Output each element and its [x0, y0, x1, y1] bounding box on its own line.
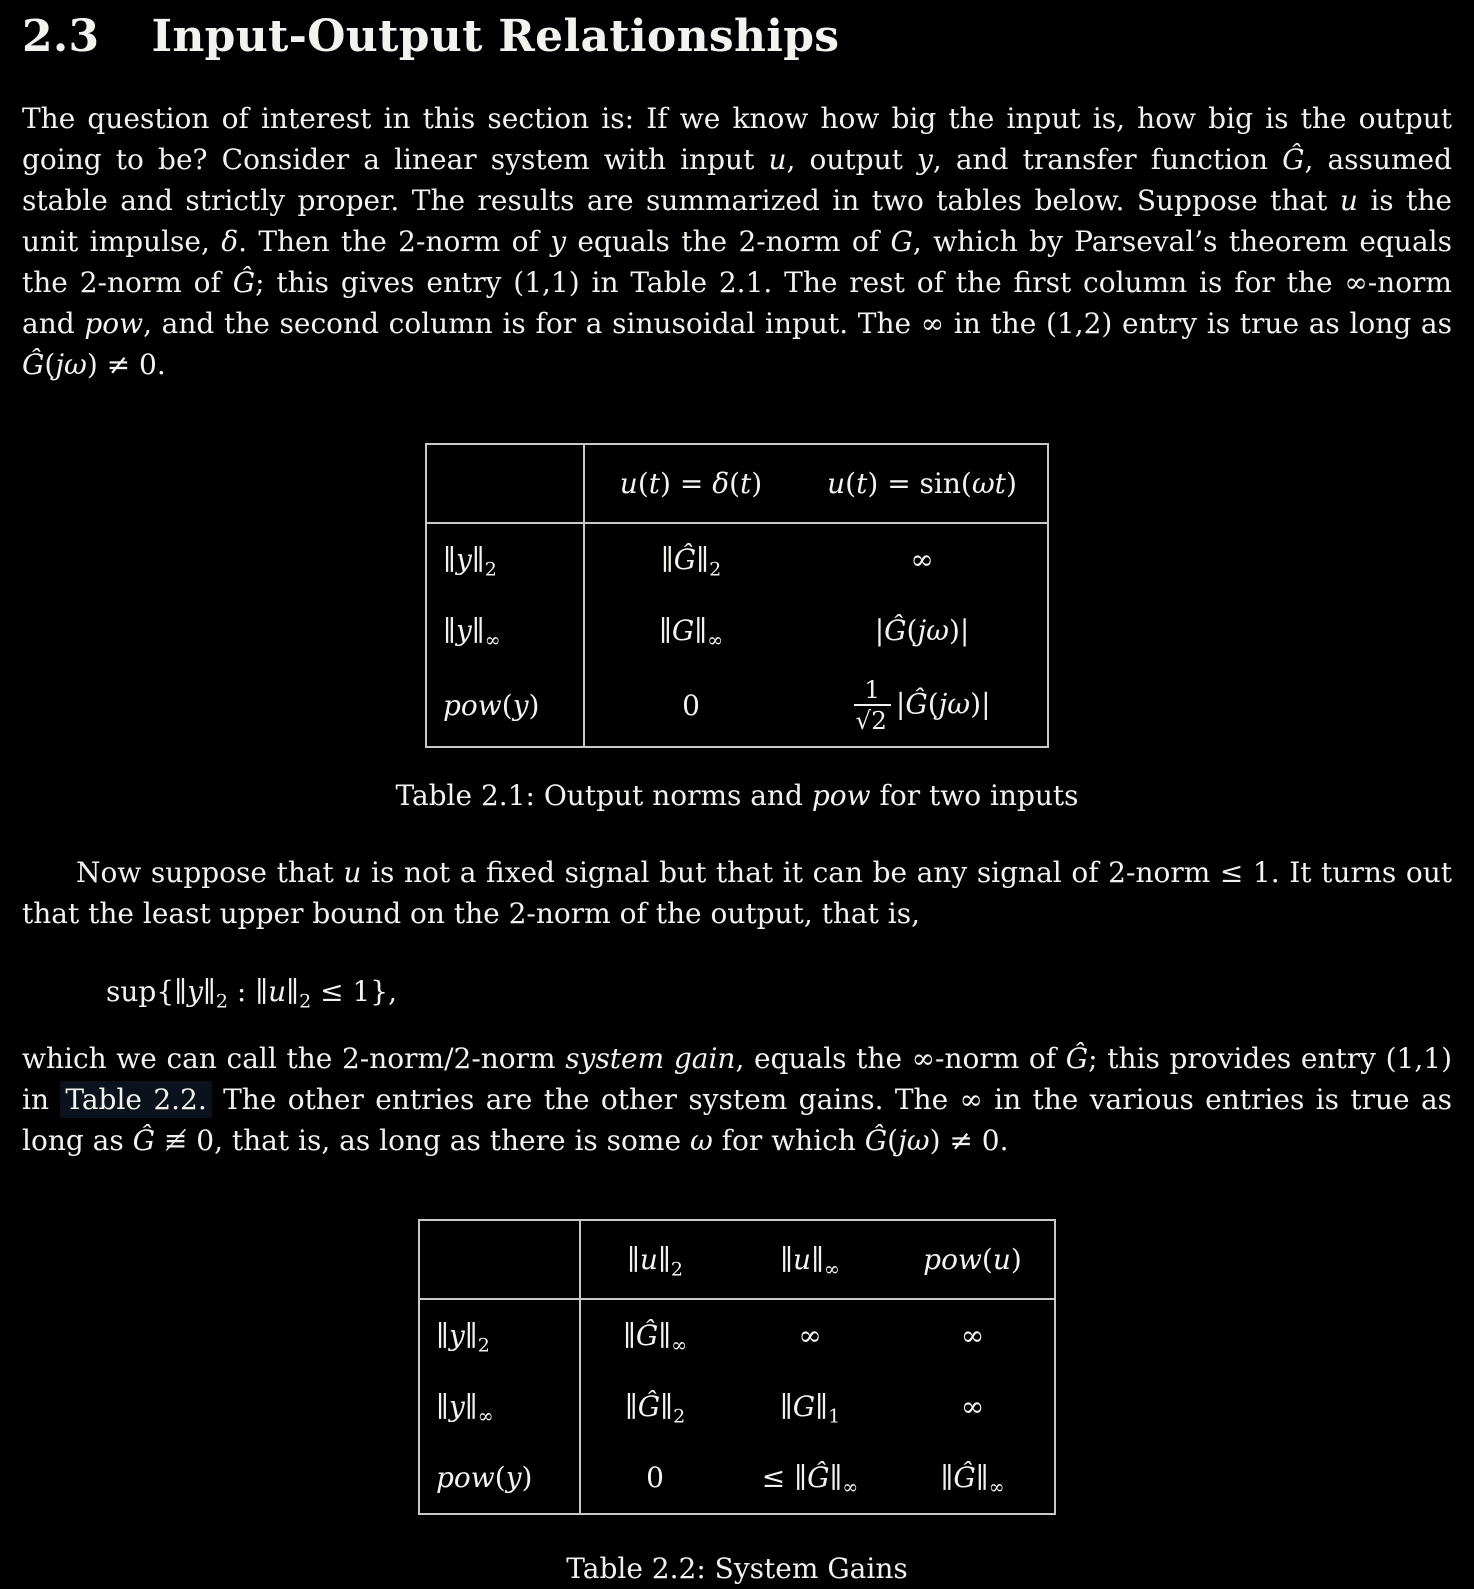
- equation-system-gain-sup: $sup\{\parallel y\parallel_2$ : $\parallel u\parallel_2 \le 1$},: [106, 974, 398, 1013]
- table-2-2-caption: Table 2.2: System Gains: [566, 1551, 908, 1585]
- table-cell: ∞: [910, 543, 934, 576]
- table-cell: $\parallel G\parallel_1$: [779, 1389, 841, 1428]
- table-cell: 0: [646, 1460, 664, 1494]
- table-cell: $\parallel Ĝ\parallel_\infty$: [622, 1318, 688, 1357]
- table-cell: u(t) = sin(ωt): [827, 467, 1017, 500]
- table-cell: $\parallel Ĝ\parallel_\infty$: [940, 1460, 1005, 1499]
- table-cell: pow(u): [923, 1242, 1022, 1276]
- section-heading: [22, 12, 1452, 62]
- table-cell: 0: [682, 689, 700, 723]
- table-cell: $\parallel u\parallel_\infty$: [780, 1242, 840, 1281]
- paragraph-intro: The question of interest in this section is: If we know how big the input is, how big is the output going to be? Consider a linear system with input u, output y, and transfer function Ĝ, assumed stable and strictly proper. The results are summarized in two tables below. Suppose that u is the unit impulse, δ. Then the 2-norm of y equals the 2-norm of G, which by Parseval’s theorem equals the 2-norm of Ĝ; this gives entry (1,1) in Table 2.1. The rest of the first column is for the ∞-norm and pow, and the second column is for a sinusoidal input. The ∞ in the (1,2) entry is true as long as Ĝ(jω) ≠ 0.: [22, 102, 1452, 381]
- table-2-2-link[interactable]: Table 2.2.: [60, 1081, 211, 1118]
- table-cell: $\parallel y\parallel_2$: [426, 523, 584, 595]
- table-cell: ∞: [960, 1318, 985, 1352]
- table-row: [419, 1371, 1055, 1442]
- table-cell: $\parallel y\parallel_\infty$: [426, 595, 584, 666]
- table-cell: ∞: [798, 1318, 822, 1352]
- table-2-1: [425, 443, 1049, 748]
- table-cell: pow(y): [426, 666, 584, 747]
- table-cell: $\parallel Ĝ\parallel_2$: [660, 543, 722, 581]
- table-row: [426, 444, 1048, 523]
- table-cell: $\parallel u\parallel_2$: [626, 1242, 684, 1281]
- table-cell: ∞: [960, 1389, 985, 1423]
- paragraph-3: which we can call the 2-norm/2-norm system gain, equals the ∞-norm of Ĝ; this provides entry (1,1) in Table 2.2. The other entries are the other system gains. The ∞ in the various entries is true as long as Ĝ ≢ 0, that is, as long as there is some ω for which Ĝ(jω) ≠ 0.: [22, 1041, 1453, 1157]
- table-cell: $\frac{1}{√2}$ |Ĝ(jω)|: [855, 675, 991, 736]
- table-row: [426, 666, 1048, 747]
- table-cell: pow(y): [419, 1442, 580, 1514]
- section-number: 2.3: [22, 11, 100, 62]
- table-row: [426, 595, 1048, 666]
- table-row: [426, 523, 1048, 595]
- table-cell: [419, 1220, 580, 1299]
- table-row: [419, 1220, 1055, 1299]
- table-cell: $\parallel y\parallel_\infty$: [419, 1371, 580, 1442]
- table-cell: $\parallel Ĝ\parallel_2$: [624, 1389, 686, 1428]
- table-2-2: [418, 1219, 1056, 1515]
- page-title: Input-Output Relationships: [151, 11, 840, 62]
- table-row: [419, 1299, 1055, 1371]
- table-row: [419, 1442, 1055, 1514]
- table-cell: $\parallel y\parallel_2$: [419, 1299, 580, 1371]
- table-2-1-caption: Table 2.1: Output norms and pow for two inputs: [395, 778, 1079, 812]
- table-cell: |Ĝ(jω)|: [874, 614, 970, 647]
- table-cell: ≤ $\parallel Ĝ\parallel_\infty$: [761, 1460, 859, 1499]
- table-cell: u(t) = δ(t): [619, 467, 763, 500]
- table-cell: [426, 444, 584, 523]
- table-cell: $\parallel G\parallel_\infty$: [658, 614, 724, 652]
- paragraph-2: Now suppose that u is not a fixed signal but that it can be any signal of 2-norm ≤ 1. It turns out that the least upper bound on the 2-norm of the output, that is,: [22, 855, 1452, 930]
